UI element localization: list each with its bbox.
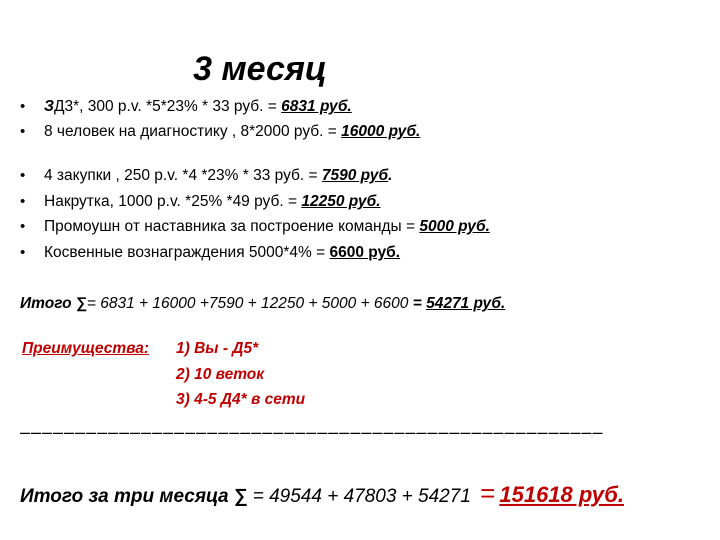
three-month-total xyxy=(20,478,624,509)
list-item xyxy=(20,193,381,211)
month-total-result: 54271 руб. xyxy=(426,295,506,312)
bullet-value: 7590 руб xyxy=(321,167,389,184)
bullet-icon: • xyxy=(20,193,26,210)
divider: ––––––––––––––––––––––––––––––––––––––––––––––––––––– xyxy=(20,422,604,442)
bullet-value: 12250 руб. xyxy=(301,193,381,210)
bullet-value: 6831 руб. xyxy=(281,98,352,115)
bullet-icon: • xyxy=(20,167,26,184)
advantage-item: 3) 4-5 Д4* в сети xyxy=(176,391,306,408)
month-total-eq: = xyxy=(412,295,427,312)
month-total-label: Итого ∑ xyxy=(20,295,87,312)
advantages-label: Преимущества: xyxy=(22,340,150,357)
three-month-total-result: 151618 руб. xyxy=(499,482,624,507)
bullet-value: 5000 руб. xyxy=(419,218,490,235)
three-month-total-eq: = xyxy=(480,478,496,508)
bullet-text: 8 человек на диагностику , 8*2000 руб. = xyxy=(44,123,342,140)
bullet-suffix: . xyxy=(388,167,393,184)
list-item xyxy=(20,123,420,141)
three-month-total-label: Итого за три месяца ∑ xyxy=(20,486,248,507)
list-item xyxy=(20,98,352,116)
list-item xyxy=(20,218,490,236)
month-total xyxy=(20,295,505,313)
bullet-text: Накрутка, 1000 р.v. *25% *49 руб. = xyxy=(44,193,302,210)
advantage-item: 1) Вы - Д5* xyxy=(176,340,259,357)
bullet-icon: • xyxy=(20,244,26,261)
bullet-value: 6600 руб. xyxy=(329,244,401,261)
bullet-prefix: З xyxy=(44,98,54,115)
bullet-text: Промоушн от наставника за построение команды = xyxy=(44,218,420,235)
bullet-text: 4 закупки , 250 р.v. *4 *23% * 33 руб. = xyxy=(44,167,322,184)
list-item xyxy=(20,244,400,262)
bullet-text: Д3*, 300 р.v. *5*23% * 33 руб. = xyxy=(53,98,282,115)
bullet-icon: • xyxy=(20,218,26,235)
bullet-text: Косвенные вознаграждения 5000*4% = xyxy=(44,244,330,261)
page-title: 3 месяц xyxy=(193,50,327,88)
list-item xyxy=(20,167,392,185)
month-total-formula: = 6831 + 16000 +7590 + 12250 + 5000 + 6600 xyxy=(86,295,413,312)
three-month-total-formula: = 49544 + 47803 + 54271 xyxy=(247,486,477,507)
bullet-icon: • xyxy=(20,98,26,115)
bullet-value: 16000 руб. xyxy=(341,123,421,140)
advantage-item: 2) 10 веток xyxy=(176,366,265,383)
bullet-icon: • xyxy=(20,123,26,140)
